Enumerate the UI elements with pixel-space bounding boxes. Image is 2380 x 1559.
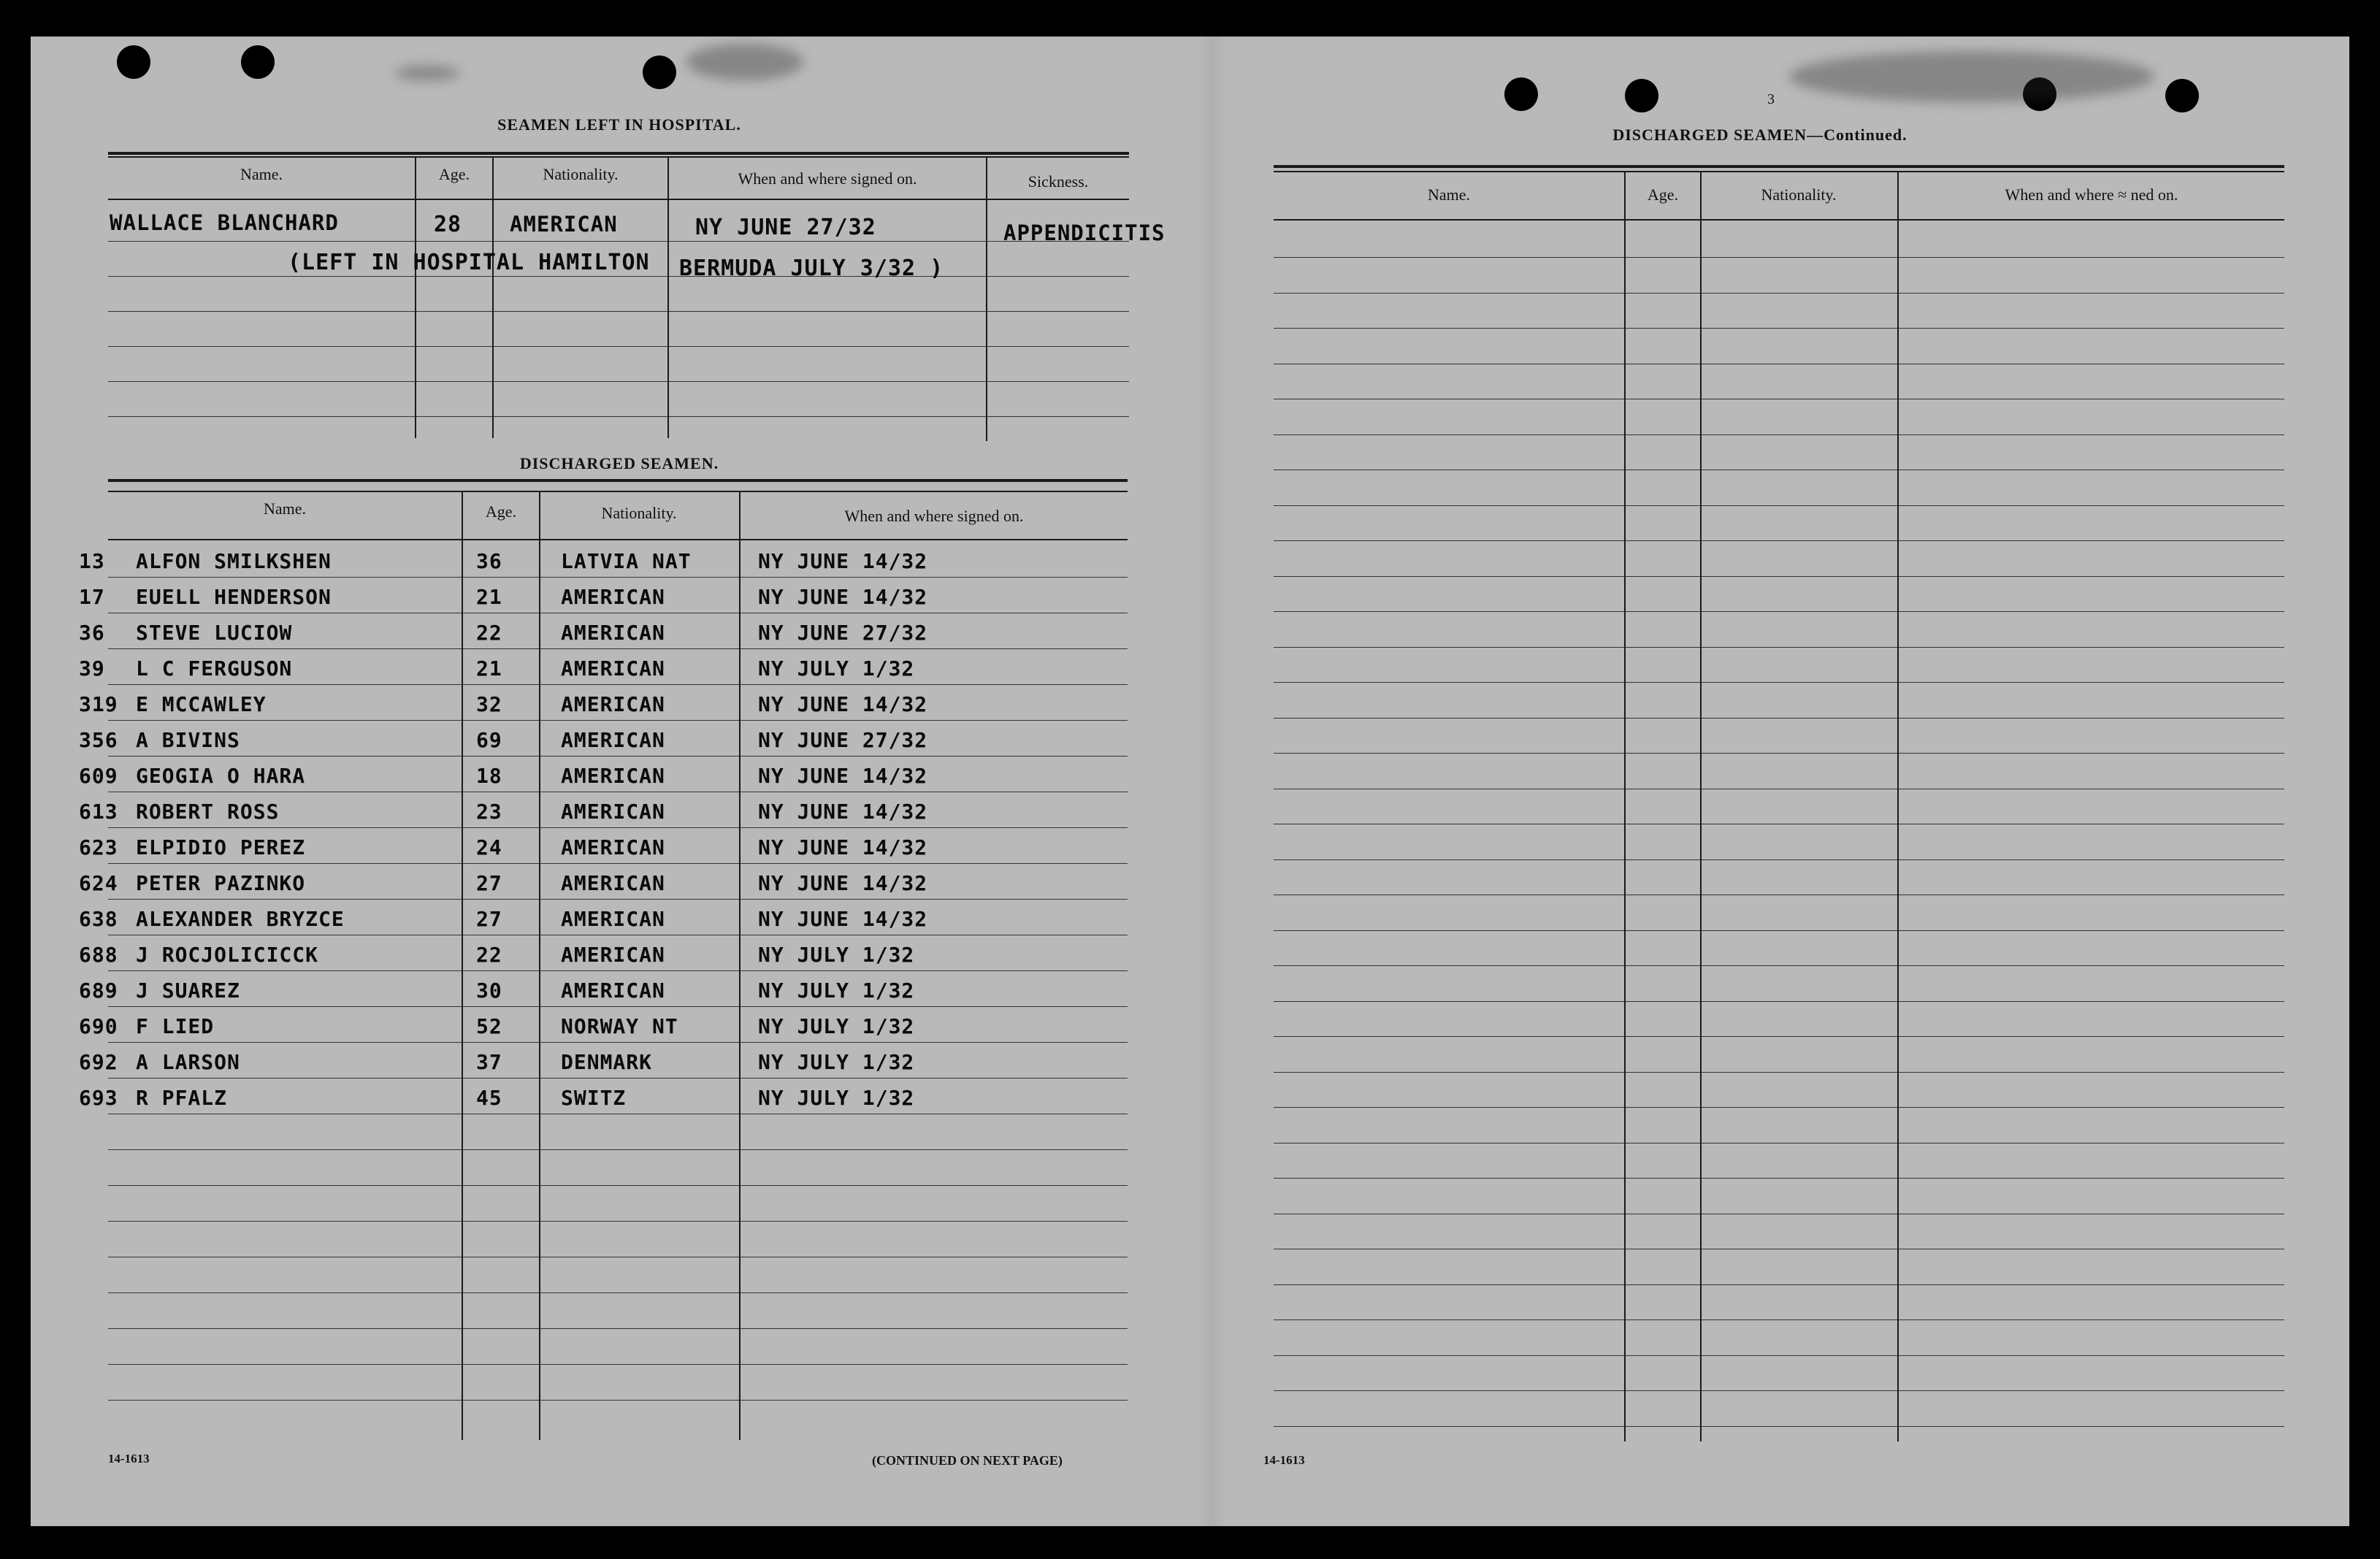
ruled-line — [1274, 1319, 2284, 1320]
ruled-line — [1274, 293, 2284, 294]
hospital-header-name: Name. — [240, 165, 283, 183]
ruled-line — [108, 1400, 1128, 1401]
ruled-line — [1274, 718, 2284, 719]
row-signed-on: NY JULY 1/32 — [758, 1014, 915, 1038]
row-age: 36 — [476, 549, 502, 573]
row-nationality: AMERICAN — [561, 835, 665, 859]
ruled-line — [1274, 859, 2284, 860]
table-rule — [108, 156, 1129, 158]
table-divider — [492, 156, 494, 438]
stain-mark — [1789, 51, 2154, 102]
row-name: L C FERGUSON — [136, 656, 293, 681]
ruled-line — [108, 241, 1129, 242]
ruled-line — [108, 684, 1128, 685]
punch-hole — [241, 45, 275, 79]
ruled-line — [1274, 1072, 2284, 1073]
ruled-line — [1274, 505, 2284, 506]
ruled-line — [1274, 1390, 2284, 1391]
row-name: J ROCJOLICICCK — [136, 943, 319, 967]
ruled-line — [108, 346, 1129, 347]
continued-header-signed-on: When and where ≈ ned on. — [2005, 185, 2178, 204]
punch-hole — [1625, 79, 1658, 112]
row-age: 21 — [476, 585, 502, 609]
table-divider — [539, 491, 540, 1440]
row-name: J SUAREZ — [136, 978, 240, 1003]
ruled-line — [108, 1149, 1128, 1150]
row-number: 39 — [79, 656, 105, 681]
ruled-line — [108, 720, 1128, 721]
row-number: 613 — [79, 800, 118, 824]
row-signed-on: NY JULY 1/32 — [758, 943, 915, 967]
hospital-entry-nationality: AMERICAN — [510, 212, 618, 237]
table-divider — [1624, 171, 1626, 1441]
table-divider — [986, 156, 987, 441]
row-signed-on: NY JUNE 14/32 — [758, 764, 928, 788]
table-rule — [108, 539, 1128, 540]
hospital-section-title: SEAMEN LEFT IN HOSPITAL. — [497, 115, 741, 134]
row-nationality: AMERICAN — [561, 871, 665, 895]
ruled-line — [1274, 1036, 2284, 1037]
table-rule — [108, 491, 1128, 492]
punch-hole — [117, 45, 150, 79]
discharged-header-signed-on: When and where signed on. — [844, 507, 1024, 525]
ruled-line — [1274, 965, 2284, 966]
row-signed-on: NY JUNE 14/32 — [758, 549, 928, 573]
row-age: 23 — [476, 800, 502, 824]
ruled-line — [1274, 1426, 2284, 1427]
row-nationality: AMERICAN — [561, 656, 665, 681]
row-number: 13 — [79, 549, 105, 573]
row-name: PETER PAZINKO — [136, 871, 306, 895]
ruled-line — [1274, 1143, 2284, 1144]
ruled-line — [108, 1006, 1128, 1007]
row-nationality: DENMARK — [561, 1050, 653, 1074]
discharged-section-title: DISCHARGED SEAMEN. — [519, 454, 719, 472]
ruled-line — [108, 648, 1128, 649]
punch-hole — [643, 55, 676, 89]
table-divider — [667, 156, 669, 438]
row-age: 18 — [476, 764, 502, 788]
row-nationality: AMERICAN — [561, 907, 665, 931]
table-divider — [1897, 171, 1899, 1441]
table-rule — [1274, 219, 2284, 221]
ruled-line — [1274, 540, 2284, 541]
stain-mark — [394, 66, 460, 80]
form-number: 14-1613 — [1263, 1453, 1305, 1467]
ruled-line — [108, 863, 1128, 864]
row-number: 623 — [79, 835, 118, 859]
row-age: 37 — [476, 1050, 502, 1074]
row-nationality: AMERICAN — [561, 621, 665, 645]
row-name: A LARSON — [136, 1050, 240, 1074]
hospital-entry-signed-on: NY JUNE 27/32 — [695, 215, 876, 240]
hospital-entry-age: 28 — [434, 212, 462, 237]
ruled-line — [108, 1185, 1128, 1186]
row-age: 45 — [476, 1086, 502, 1110]
row-signed-on: NY JUNE 14/32 — [758, 585, 928, 609]
row-number: 17 — [79, 585, 105, 609]
page-fold — [1198, 37, 1227, 1526]
row-number: 690 — [79, 1014, 118, 1038]
table-divider — [1700, 171, 1702, 1441]
row-name: E MCCAWLEY — [136, 692, 267, 716]
row-age: 27 — [476, 871, 502, 895]
row-nationality: AMERICAN — [561, 764, 665, 788]
row-name: R PFALZ — [136, 1086, 228, 1110]
row-name: F LIED — [136, 1014, 215, 1038]
table-rule — [108, 479, 1128, 482]
ruled-line — [1274, 647, 2284, 648]
hospital-header-sickness: Sickness. — [1028, 172, 1089, 191]
row-nationality: AMERICAN — [561, 692, 665, 716]
row-number: 692 — [79, 1050, 118, 1074]
continued-note: (CONTINUED ON NEXT PAGE) — [872, 1453, 1063, 1468]
row-name: A BIVINS — [136, 728, 240, 752]
ruled-line — [108, 1292, 1128, 1293]
row-nationality: AMERICAN — [561, 585, 665, 609]
row-signed-on: NY JUNE 14/32 — [758, 692, 928, 716]
row-age: 32 — [476, 692, 502, 716]
row-age: 24 — [476, 835, 502, 859]
table-rule — [1274, 171, 2284, 172]
table-rule — [108, 152, 1129, 155]
row-nationality: AMERICAN — [561, 728, 665, 752]
discharged-header-nationality: Nationality. — [601, 504, 677, 522]
punch-hole — [1504, 77, 1538, 111]
continued-header-nationality: Nationality. — [1761, 185, 1837, 204]
discharged-header-name: Name. — [263, 499, 307, 518]
row-name: ELPIDIO PEREZ — [136, 835, 306, 859]
hospital-remark-date: BERMUDA JULY 3/32 ) — [679, 256, 944, 281]
row-age: 22 — [476, 943, 502, 967]
row-signed-on: NY JULY 1/32 — [758, 1086, 915, 1110]
ruled-line — [108, 970, 1128, 971]
ruled-line — [1274, 434, 2284, 435]
hospital-remark-location: (LEFT IN HOSPITAL HAMILTON — [288, 250, 650, 275]
table-divider — [415, 156, 416, 438]
discharged-header-age: Age. — [485, 502, 517, 521]
row-signed-on: NY JUNE 14/32 — [758, 800, 928, 824]
row-age: 21 — [476, 656, 502, 681]
ruled-line — [108, 311, 1129, 312]
row-age: 30 — [476, 978, 502, 1003]
ruled-line — [1274, 1355, 2284, 1356]
row-age: 27 — [476, 907, 502, 931]
row-nationality: SWITZ — [561, 1086, 627, 1110]
ruled-line — [108, 276, 1129, 277]
continued-header-age: Age. — [1647, 185, 1679, 204]
table-divider — [462, 491, 463, 1440]
row-name: EUELL HENDERSON — [136, 585, 332, 609]
row-age: 52 — [476, 1014, 502, 1038]
row-age: 22 — [476, 621, 502, 645]
ruled-line — [1274, 930, 2284, 931]
row-name: ALFON SMILKSHEN — [136, 549, 332, 573]
ruled-line — [1274, 328, 2284, 329]
row-nationality: AMERICAN — [561, 943, 665, 967]
row-number: 689 — [79, 978, 118, 1003]
row-nationality: AMERICAN — [561, 800, 665, 824]
ruled-line — [1274, 1107, 2284, 1108]
ruled-line — [108, 1078, 1128, 1079]
row-number: 356 — [79, 728, 118, 752]
row-number: 638 — [79, 907, 118, 931]
row-name: ALEXANDER BRYZCE — [136, 907, 345, 931]
ruled-line — [1274, 753, 2284, 754]
row-signed-on: NY JULY 1/32 — [758, 1050, 915, 1074]
ruled-line — [108, 416, 1129, 417]
continued-header-name: Name. — [1427, 185, 1471, 204]
page-marker: 3 — [1767, 91, 1775, 107]
row-number: 36 — [79, 621, 105, 645]
row-name: STEVE LUCIOW — [136, 621, 293, 645]
table-rule — [108, 199, 1129, 200]
row-nationality: NORWAY NT — [561, 1014, 678, 1038]
ruled-line — [108, 1364, 1128, 1365]
punch-hole — [2165, 79, 2199, 112]
table-divider — [739, 491, 741, 1440]
ruled-line — [1274, 1178, 2284, 1179]
stain-mark — [686, 44, 803, 80]
hospital-header-nationality: Nationality. — [543, 165, 619, 183]
ruled-line — [1274, 576, 2284, 577]
continued-section-title: DISCHARGED SEAMEN—Continued. — [1612, 126, 1908, 144]
hospital-entry-name: WALLACE BLANCHARD — [110, 210, 339, 235]
row-signed-on: NY JULY 1/32 — [758, 656, 915, 681]
ruled-line — [108, 1221, 1128, 1222]
row-number: 319 — [79, 692, 118, 716]
row-name: ROBERT ROSS — [136, 800, 280, 824]
row-number: 688 — [79, 943, 118, 967]
ruled-line — [108, 381, 1129, 382]
table-rule — [1274, 165, 2284, 168]
ruled-line — [108, 577, 1128, 578]
row-signed-on: NY JUNE 14/32 — [758, 871, 928, 895]
ruled-line — [108, 1328, 1128, 1329]
row-nationality: AMERICAN — [561, 978, 665, 1003]
row-signed-on: NY JULY 1/32 — [758, 978, 915, 1003]
ruled-line — [108, 899, 1128, 900]
row-number: 693 — [79, 1086, 118, 1110]
ruled-line — [1274, 611, 2284, 612]
ruled-line — [108, 827, 1128, 828]
row-name: GEOGIA O HARA — [136, 764, 306, 788]
row-nationality: LATVIA NAT — [561, 549, 692, 573]
ruled-line — [1274, 1001, 2284, 1002]
ruled-line — [108, 1042, 1128, 1043]
ruled-line — [1274, 1284, 2284, 1285]
hospital-entry-sickness: APPENDICITIS — [1003, 221, 1166, 245]
row-number: 609 — [79, 764, 118, 788]
row-age: 69 — [476, 728, 502, 752]
form-number: 14-1613 — [108, 1452, 150, 1466]
row-number: 624 — [79, 871, 118, 895]
row-signed-on: NY JUNE 27/32 — [758, 728, 928, 752]
hospital-header-age: Age. — [438, 165, 470, 183]
ruled-line — [1274, 682, 2284, 683]
ruled-line — [1274, 257, 2284, 258]
hospital-header-signed-on: When and where signed on. — [738, 169, 917, 188]
row-signed-on: NY JUNE 14/32 — [758, 835, 928, 859]
row-signed-on: NY JUNE 27/32 — [758, 621, 928, 645]
row-signed-on: NY JUNE 14/32 — [758, 907, 928, 931]
